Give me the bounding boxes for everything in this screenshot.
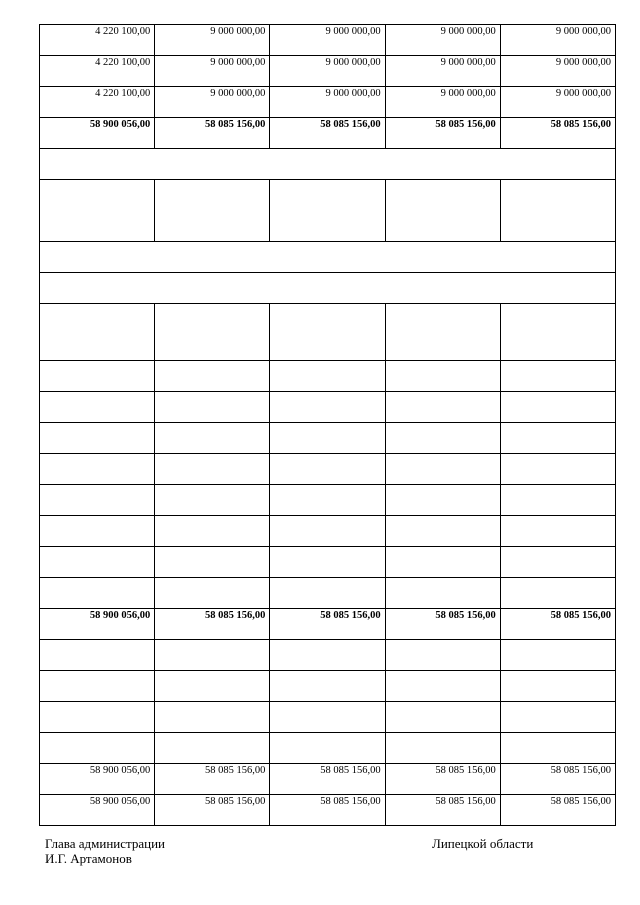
table-cell xyxy=(500,516,615,547)
table-cell xyxy=(385,485,500,516)
table-row xyxy=(40,87,616,118)
table-cell: 58 085 156,00 xyxy=(155,795,270,826)
table-cell: 58 085 156,00 xyxy=(385,118,500,149)
table-cell xyxy=(385,702,500,733)
table-cell xyxy=(155,423,270,454)
region-name: Липецкой области xyxy=(432,836,534,851)
signature-name: И.Г. Артамонов xyxy=(45,851,132,866)
table-cell: 58 085 156,00 xyxy=(385,609,500,640)
table-cell xyxy=(40,392,155,423)
table-cell xyxy=(155,361,270,392)
table-cell xyxy=(500,702,615,733)
table-row xyxy=(40,733,616,764)
region-block xyxy=(432,836,533,851)
table-cell: 58 085 156,00 xyxy=(500,795,615,826)
table-cell: 9 000 000,00 xyxy=(155,56,270,87)
table-cell xyxy=(385,671,500,702)
table-cell xyxy=(270,454,385,485)
table-cell: 58 085 156,00 xyxy=(385,764,500,795)
table-row xyxy=(40,671,616,702)
table-cell xyxy=(500,671,615,702)
table-cell xyxy=(155,454,270,485)
table-cell xyxy=(385,180,500,242)
table-cell xyxy=(500,454,615,485)
table-cell: 58 085 156,00 xyxy=(270,118,385,149)
table-row xyxy=(40,578,616,609)
table-row xyxy=(40,516,616,547)
table-row xyxy=(40,361,616,392)
table-cell xyxy=(270,671,385,702)
table-cell: 9 000 000,00 xyxy=(385,56,500,87)
table-cell: 4 220 100,00 xyxy=(40,56,155,87)
table-cell: 9 000 000,00 xyxy=(385,25,500,56)
table-cell xyxy=(500,485,615,516)
table-row xyxy=(40,454,616,485)
table-cell xyxy=(385,361,500,392)
budget-table xyxy=(39,24,616,826)
signature-position: Глава администрации xyxy=(45,836,166,851)
section-row xyxy=(40,149,616,180)
table-row xyxy=(40,423,616,454)
table-cell xyxy=(155,702,270,733)
table-cell xyxy=(270,423,385,454)
table-cell xyxy=(155,485,270,516)
table-cell xyxy=(270,485,385,516)
table-cell: 58 085 156,00 xyxy=(270,609,385,640)
table-cell xyxy=(385,392,500,423)
table-row xyxy=(40,795,616,826)
table-cell xyxy=(270,578,385,609)
table-cell xyxy=(270,640,385,671)
table-cell: 58 085 156,00 xyxy=(270,764,385,795)
table-cell xyxy=(385,304,500,361)
table-row xyxy=(40,392,616,423)
section-cell xyxy=(40,242,616,273)
table-cell xyxy=(270,702,385,733)
table-cell xyxy=(385,423,500,454)
table-cell xyxy=(40,547,155,578)
table-cell xyxy=(385,733,500,764)
table-cell xyxy=(40,423,155,454)
budget-table-body xyxy=(40,25,616,826)
table-cell xyxy=(155,180,270,242)
table-cell: 58 900 056,00 xyxy=(40,609,155,640)
table-cell xyxy=(40,671,155,702)
table-cell xyxy=(500,640,615,671)
section-row xyxy=(40,273,616,304)
table-cell: 58 900 056,00 xyxy=(40,118,155,149)
table-cell: 58 085 156,00 xyxy=(270,795,385,826)
table-cell: 9 000 000,00 xyxy=(500,87,615,118)
table-cell xyxy=(385,640,500,671)
table-row xyxy=(40,702,616,733)
table-cell xyxy=(40,516,155,547)
table-cell xyxy=(40,578,155,609)
table-row xyxy=(40,609,616,640)
table-cell: 58 085 156,00 xyxy=(385,795,500,826)
table-cell xyxy=(270,733,385,764)
table-row xyxy=(40,304,616,361)
table-cell xyxy=(155,733,270,764)
table-cell xyxy=(270,516,385,547)
table-cell xyxy=(270,304,385,361)
table-cell xyxy=(385,547,500,578)
table-row xyxy=(40,640,616,671)
section-row xyxy=(40,242,616,273)
table-cell: 58 085 156,00 xyxy=(155,118,270,149)
table-cell xyxy=(155,671,270,702)
table-cell xyxy=(385,516,500,547)
budget-table-container xyxy=(39,24,616,826)
table-cell xyxy=(40,702,155,733)
signature-block xyxy=(45,836,165,866)
table-cell xyxy=(385,454,500,485)
table-cell: 4 220 100,00 xyxy=(40,87,155,118)
table-cell: 58 900 056,00 xyxy=(40,764,155,795)
table-cell xyxy=(40,304,155,361)
table-cell xyxy=(270,547,385,578)
table-cell xyxy=(500,361,615,392)
table-cell xyxy=(40,640,155,671)
table-cell xyxy=(500,304,615,361)
table-row xyxy=(40,764,616,795)
table-cell xyxy=(500,547,615,578)
table-cell: 9 000 000,00 xyxy=(155,25,270,56)
table-row xyxy=(40,547,616,578)
table-cell: 58 900 056,00 xyxy=(40,795,155,826)
section-cell xyxy=(40,273,616,304)
table-cell xyxy=(270,180,385,242)
table-cell: 58 085 156,00 xyxy=(500,609,615,640)
table-cell xyxy=(155,392,270,423)
table-cell xyxy=(40,733,155,764)
table-cell xyxy=(500,733,615,764)
table-row xyxy=(40,56,616,87)
table-cell xyxy=(155,640,270,671)
table-cell: 9 000 000,00 xyxy=(385,87,500,118)
table-cell: 58 085 156,00 xyxy=(155,609,270,640)
table-cell xyxy=(500,392,615,423)
table-cell xyxy=(40,485,155,516)
table-row xyxy=(40,118,616,149)
table-cell: 9 000 000,00 xyxy=(155,87,270,118)
table-cell: 58 085 156,00 xyxy=(155,764,270,795)
table-cell xyxy=(500,423,615,454)
table-cell: 9 000 000,00 xyxy=(500,25,615,56)
table-row xyxy=(40,180,616,242)
table-cell xyxy=(385,578,500,609)
table-row xyxy=(40,485,616,516)
table-cell: 58 085 156,00 xyxy=(500,118,615,149)
table-cell xyxy=(270,392,385,423)
table-cell: 4 220 100,00 xyxy=(40,25,155,56)
table-row xyxy=(40,25,616,56)
table-cell: 58 085 156,00 xyxy=(500,764,615,795)
table-cell xyxy=(40,454,155,485)
table-cell xyxy=(155,547,270,578)
table-cell: 9 000 000,00 xyxy=(270,87,385,118)
table-cell: 9 000 000,00 xyxy=(270,56,385,87)
table-cell: 9 000 000,00 xyxy=(500,56,615,87)
section-cell xyxy=(40,149,616,180)
table-cell xyxy=(40,361,155,392)
table-cell xyxy=(500,180,615,242)
table-cell: 9 000 000,00 xyxy=(270,25,385,56)
table-cell xyxy=(155,304,270,361)
table-cell xyxy=(500,578,615,609)
table-cell xyxy=(155,578,270,609)
table-cell xyxy=(155,516,270,547)
table-cell xyxy=(40,180,155,242)
table-cell xyxy=(270,361,385,392)
